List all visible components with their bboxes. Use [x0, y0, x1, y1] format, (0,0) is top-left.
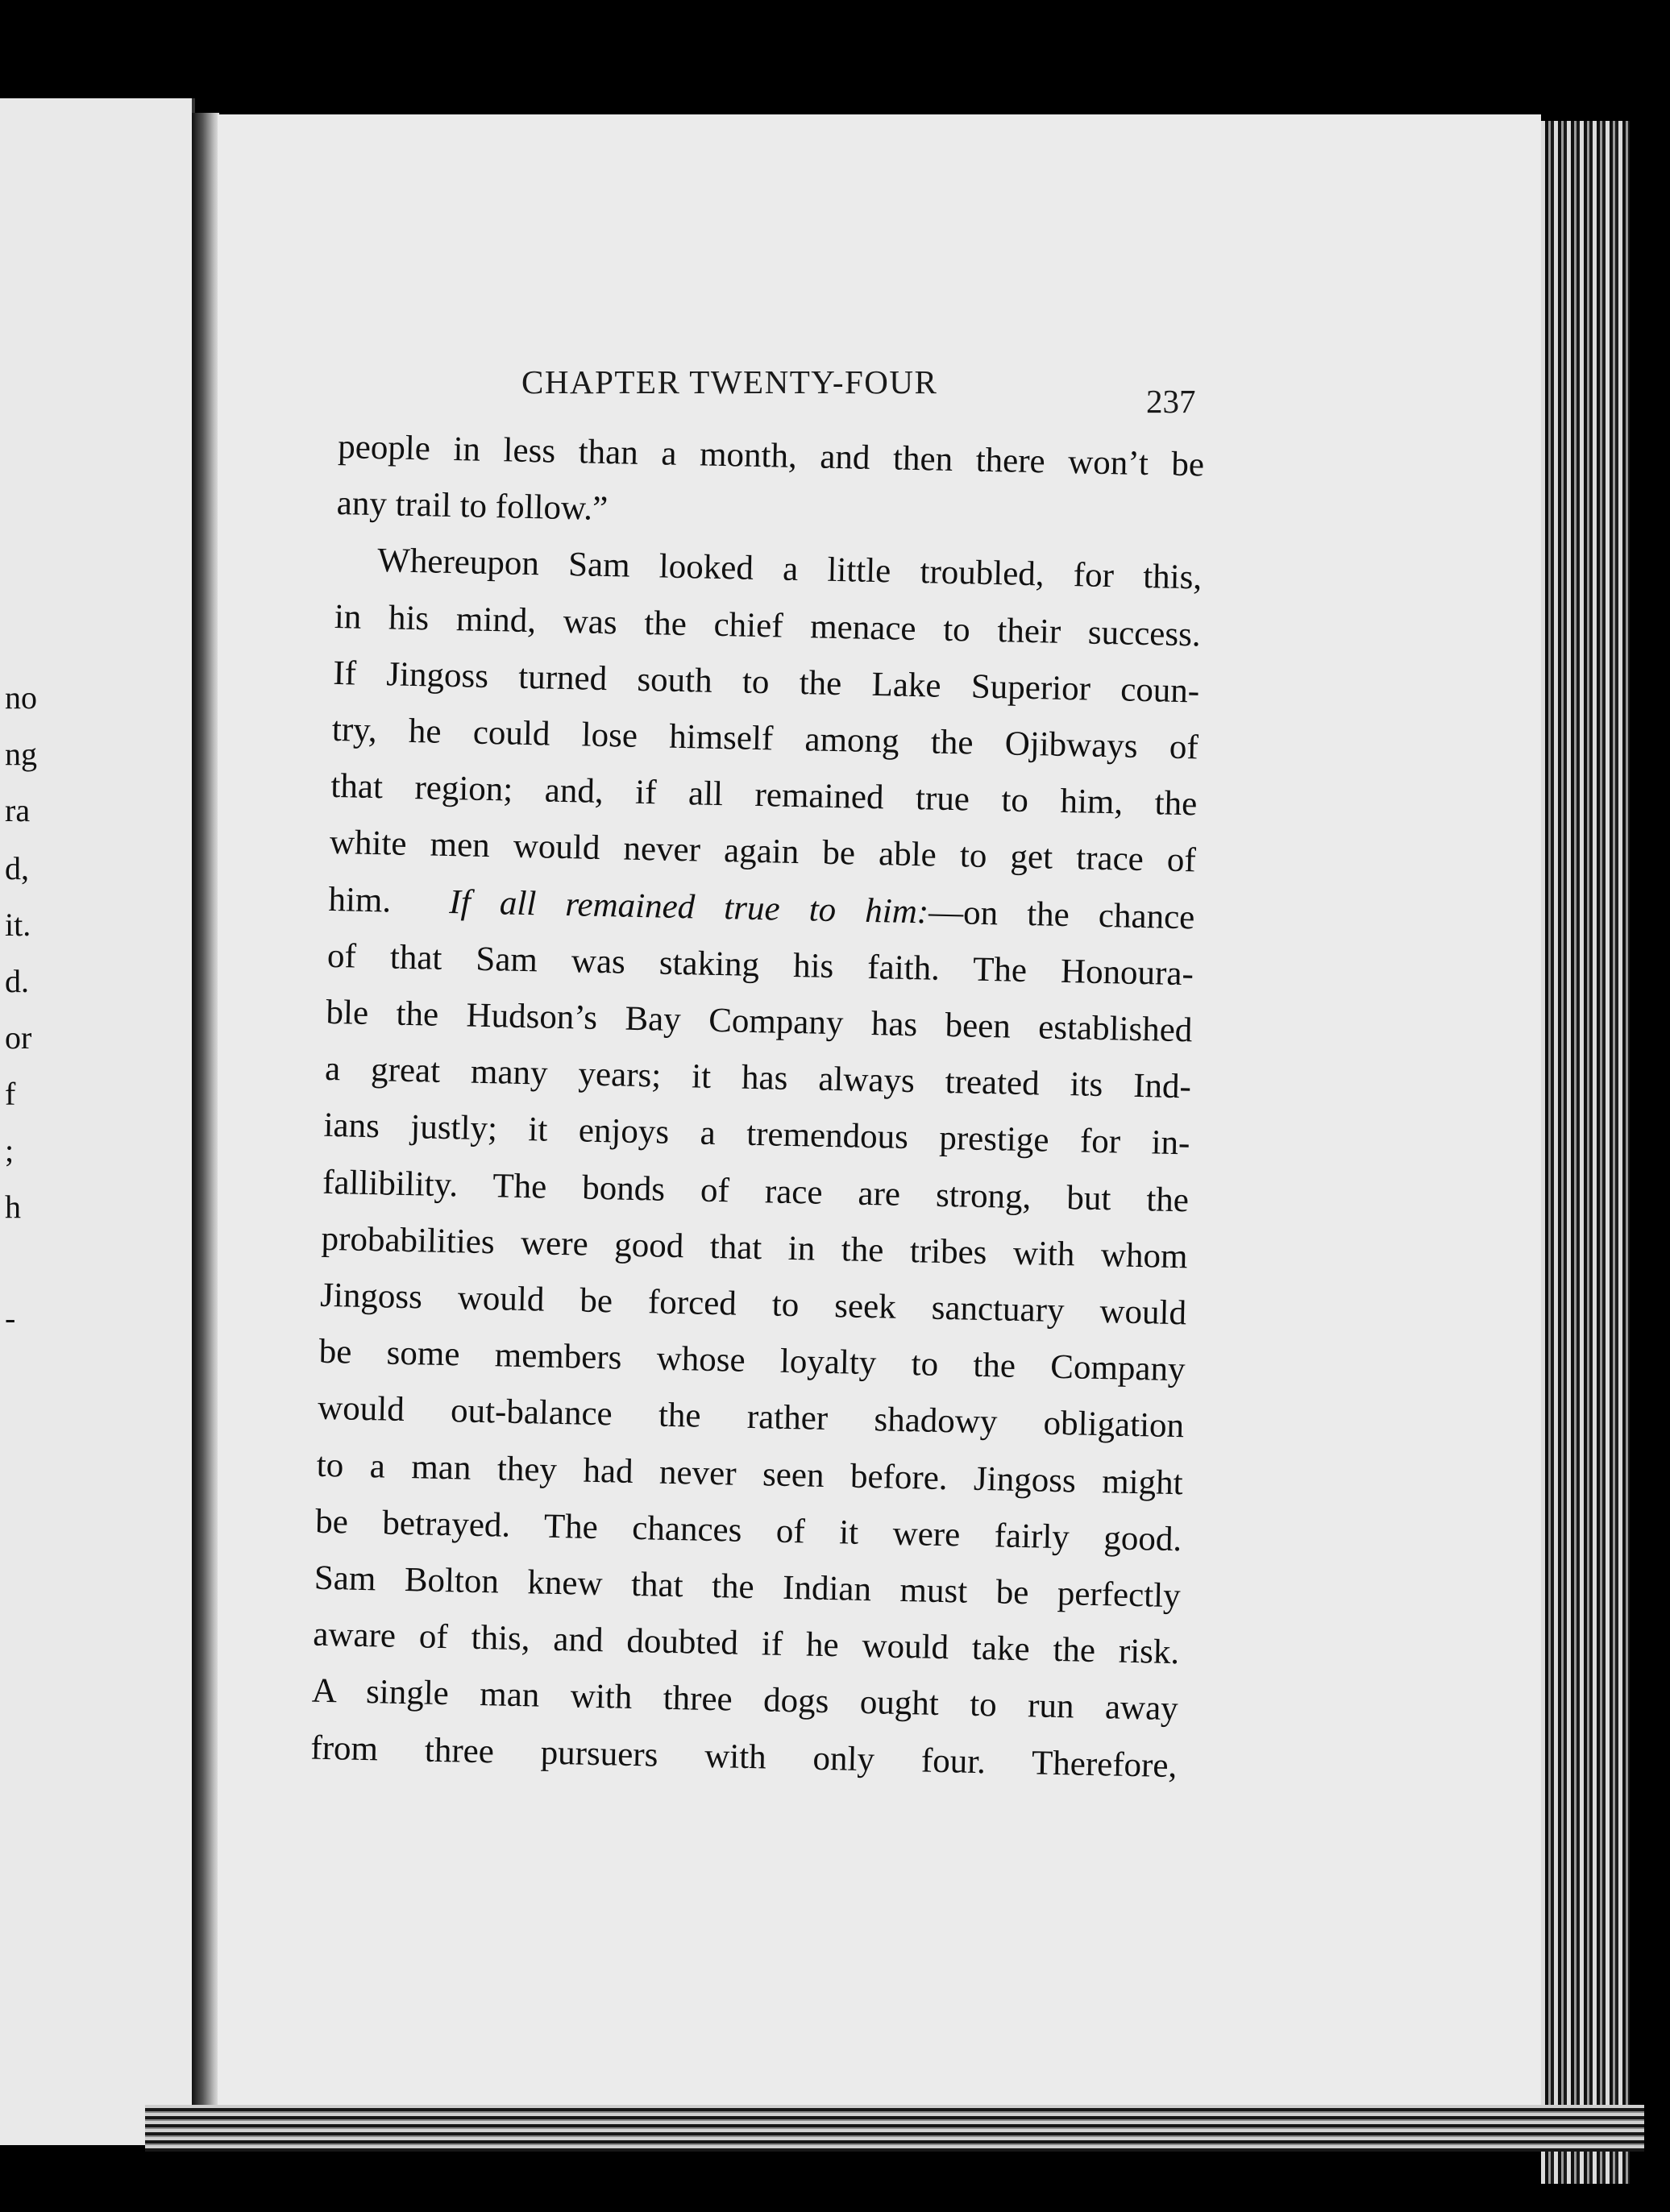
left-page-fragment: ra	[5, 792, 31, 828]
text-line: probabilities were good that in the tribes with whom	[321, 1219, 1188, 1276]
left-page-fragment: it.	[5, 907, 31, 943]
text-line: If Jingoss turned south to the Lake Superior coun-	[332, 654, 1200, 711]
text-line: would out-balance the rather shadowy obligation	[317, 1389, 1185, 1446]
text-line: aware of this, and doubted if he would take the risk.	[312, 1615, 1180, 1672]
left-page-fragment: f	[5, 1076, 16, 1112]
left-page-fragment: or	[5, 1019, 32, 1056]
text-run: him.	[328, 880, 392, 920]
left-page-fragment: ;	[5, 1132, 15, 1168]
running-title: CHAPTER TWENTY-FOUR	[521, 363, 938, 400]
text-line: fallibility. The bonds of race are strong, but the	[322, 1163, 1190, 1219]
text-line: of that Sam was staking his faith. The Honoura-	[326, 936, 1194, 994]
page-edges-bottom	[145, 2105, 1644, 2152]
page-edges-right	[1541, 121, 1630, 2184]
text-line: be betrayed. The chances of it were fairly good.	[314, 1502, 1182, 1559]
left-page-fragment: no	[5, 679, 37, 716]
text-line: white men would never again be able to get trace of	[329, 824, 1197, 880]
text-line: that region; and, if all remained true to him, the	[330, 767, 1198, 824]
text-run: —on the chance	[928, 893, 1195, 937]
text-line: from three pursuers with only four. Therefore,	[309, 1729, 1178, 1785]
body-text	[310, 419, 1205, 1795]
left-page-fragment: d.	[5, 963, 29, 999]
left-page-fragment: h	[5, 1189, 21, 1225]
left-page	[0, 98, 195, 2145]
text-line: Whereupon Sam looked a little troubled, for this,	[376, 542, 1203, 597]
text-line: any trail to follow.”	[336, 484, 609, 529]
text-line: A single man with three dogs ought to run away	[311, 1672, 1179, 1729]
text-line: be some members whose loyalty to the Company	[318, 1333, 1186, 1389]
text-line: ians justly; it enjoys a tremendous prestige for in-	[323, 1106, 1190, 1163]
left-page-fragment: d,	[5, 850, 29, 886]
text-line: try, he could lose himself among the Ojibways of	[331, 710, 1199, 767]
text-line: to a man they had never seen before. Jingoss might	[316, 1446, 1184, 1502]
left-page-fragment: ng	[5, 736, 37, 772]
left-page-fragment: -	[5, 1300, 16, 1336]
book-gutter	[192, 113, 219, 2127]
text-line: Jingoss would be forced to seek sanctuary would	[319, 1276, 1187, 1333]
text-line: Sam Bolton knew that the Indian must be perfectly	[314, 1558, 1182, 1616]
page-number: 237	[1146, 383, 1196, 420]
text-line: people in less than a month, and then there won’t be	[337, 427, 1205, 484]
italic-phrase: If all remained true to him:	[448, 882, 929, 932]
text-line: a great many years; it has always treated its Ind-	[324, 1050, 1192, 1106]
text-line: ble the Hudson’s Bay Company has been established	[326, 993, 1193, 1050]
text-line: in his mind, was the chief menace to their success.	[334, 597, 1202, 654]
